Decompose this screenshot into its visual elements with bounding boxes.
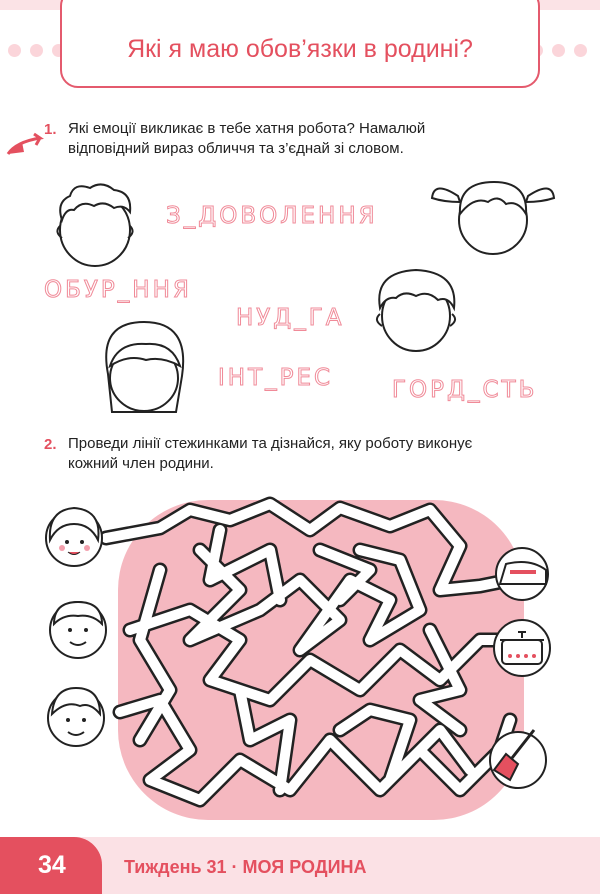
word-indignation: ОБУР_ННЯ (44, 277, 192, 303)
broom-icon[interactable] (490, 730, 546, 788)
word-interest: ІНТ_РЕС (218, 365, 334, 391)
task-2-number: 2. (44, 436, 57, 453)
word-boredom: НУД_ГА (236, 305, 345, 331)
task-1-text (68, 119, 425, 159)
page-title: Які я маю обов’язки в родині? (127, 35, 473, 63)
mother-avatar[interactable] (46, 508, 102, 566)
girl-face-pigtails[interactable] (428, 170, 558, 260)
task-1-line-1: Які емоції викликає в тебе хатня робота? Намалюй (68, 120, 426, 137)
task-1-line-2: відповідний вираз обличчя та з’єднай зі словом. (68, 140, 404, 157)
father-avatar[interactable] (50, 602, 106, 658)
girl-face-long-hair[interactable] (88, 316, 200, 416)
maze[interactable] (40, 490, 560, 830)
decor-dots-left (8, 44, 65, 57)
task-2-line-1: Проведи лінії стежинками та дізнайся, яку роботу виконує (68, 435, 473, 452)
boy-face-2[interactable] (362, 262, 470, 354)
boy-face-1[interactable] (44, 178, 146, 270)
arrow-icon (6, 132, 46, 158)
word-pride: ГОРД_СТЬ (392, 377, 538, 403)
page-number: 34 (38, 851, 66, 879)
iron-icon[interactable] (496, 548, 548, 600)
pot-icon[interactable] (494, 620, 550, 676)
word-satisfaction: З_ДОВОЛЕННЯ (166, 203, 378, 229)
task-2-text (68, 434, 472, 474)
son-avatar[interactable] (48, 688, 104, 746)
footer-week-topic: Тиждень 31 · МОЯ РОДИНА (124, 857, 367, 877)
task-2-line-2: кожний член родини. (68, 455, 214, 472)
task-1-number: 1. (44, 121, 57, 138)
